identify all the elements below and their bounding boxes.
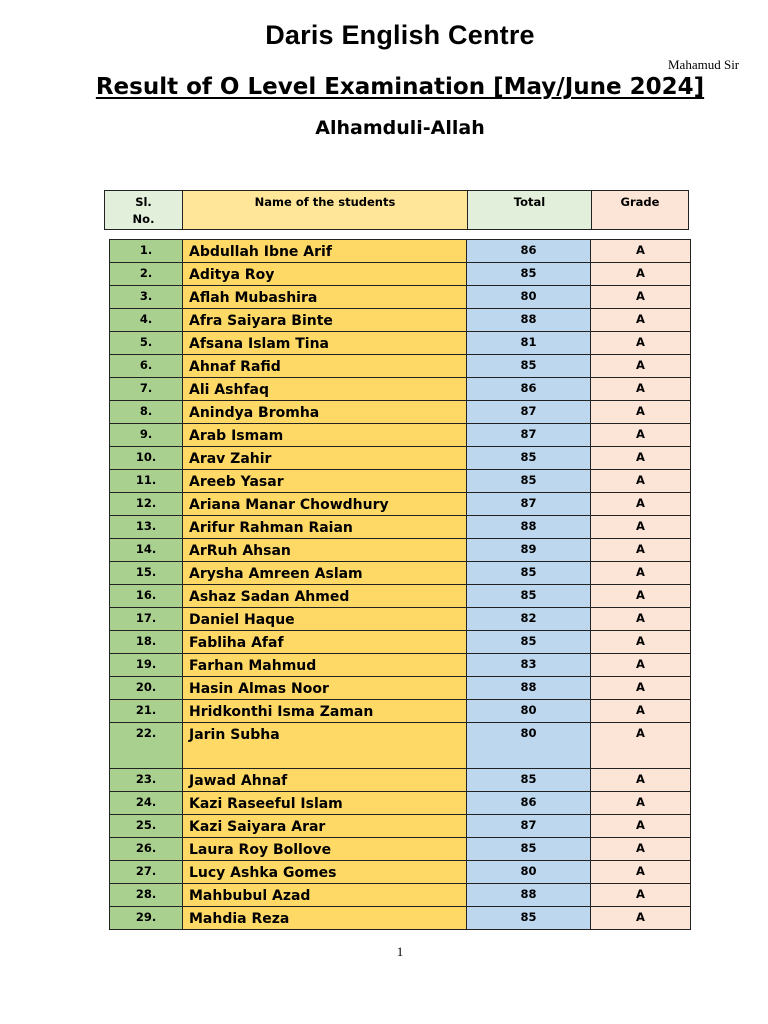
total-score-cell: 87 — [467, 815, 591, 837]
grade-cell: A — [591, 723, 690, 768]
table-row — [110, 722, 690, 768]
total-score-cell: 80 — [467, 861, 591, 883]
table-row — [110, 262, 690, 285]
total-score-cell: 85 — [467, 907, 591, 929]
student-name-cell: Arab Ismam — [183, 424, 467, 446]
total-score-cell: 88 — [467, 309, 591, 331]
centre-name: Daris English Centre — [265, 20, 535, 50]
serial-number-cell: 25. — [110, 815, 183, 837]
student-name-cell: Kazi Saiyara Arar — [183, 815, 467, 837]
grade-cell: A — [591, 562, 690, 584]
total-score-cell: 85 — [467, 470, 591, 492]
table-row — [110, 446, 690, 469]
student-name-cell: Jarin Subha — [183, 723, 467, 768]
grade-cell: A — [591, 654, 690, 676]
total-score-cell: 86 — [467, 240, 591, 262]
total-score-cell: 85 — [467, 355, 591, 377]
student-name-cell: Hridkonthi Isma Zaman — [183, 700, 467, 722]
total-score-cell: 87 — [467, 424, 591, 446]
grade-cell: A — [591, 263, 690, 285]
serial-number-cell: 3. — [110, 286, 183, 308]
student-name-cell: Mahbubul Azad — [183, 884, 467, 906]
total-score-cell: 81 — [467, 332, 591, 354]
total-score-cell: 88 — [467, 516, 591, 538]
student-name-cell: Arav Zahir — [183, 447, 467, 469]
table-row — [110, 630, 690, 653]
total-score-cell: 80 — [467, 723, 591, 768]
student-name-cell: Ahnaf Rafid — [183, 355, 467, 377]
results-table — [109, 239, 691, 930]
grade-cell: A — [591, 240, 690, 262]
serial-number-cell: 22. — [110, 723, 183, 768]
serial-number-cell: 14. — [110, 539, 183, 561]
grade-cell: A — [591, 677, 690, 699]
grade-cell: A — [591, 355, 690, 377]
total-score-cell: 87 — [467, 493, 591, 515]
grade-cell: A — [591, 424, 690, 446]
serial-number-cell: 27. — [110, 861, 183, 883]
blessing-heading: Alhamduli-Allah — [315, 117, 485, 139]
column-header-total: Total — [467, 190, 592, 230]
grade-cell: A — [591, 907, 690, 929]
grade-cell: A — [591, 792, 690, 814]
table-row — [110, 423, 690, 446]
total-score-cell: 80 — [467, 286, 591, 308]
grade-cell: A — [591, 539, 690, 561]
total-score-cell: 88 — [467, 677, 591, 699]
student-name-cell: Ali Ashfaq — [183, 378, 467, 400]
grade-cell: A — [591, 769, 690, 791]
total-score-cell: 82 — [467, 608, 591, 630]
serial-number-cell: 4. — [110, 309, 183, 331]
serial-number-cell: 29. — [110, 907, 183, 929]
grade-cell: A — [591, 309, 690, 331]
table-row — [110, 837, 690, 860]
table-row — [110, 906, 690, 929]
serial-number-cell: 12. — [110, 493, 183, 515]
serial-number-cell: 26. — [110, 838, 183, 860]
table-row — [110, 860, 690, 883]
result-title: Result of O Level Examination [May/June 2024] — [95, 74, 705, 100]
serial-number-cell: 21. — [110, 700, 183, 722]
grade-cell: A — [591, 700, 690, 722]
student-name-cell: Ariana Manar Chowdhury — [183, 493, 467, 515]
grade-cell: A — [591, 585, 690, 607]
table-row — [110, 561, 690, 584]
table-row — [110, 584, 690, 607]
total-score-cell: 85 — [467, 447, 591, 469]
student-name-cell: Farhan Mahmud — [183, 654, 467, 676]
grade-cell: A — [591, 516, 690, 538]
serial-number-cell: 2. — [110, 263, 183, 285]
total-score-cell: 85 — [467, 838, 591, 860]
table-row — [110, 515, 690, 538]
table-row — [110, 814, 690, 837]
serial-number-cell: 15. — [110, 562, 183, 584]
column-header-sl-line2: No. — [132, 212, 155, 226]
student-name-cell: Afra Saiyara Binte — [183, 309, 467, 331]
table-row — [110, 883, 690, 906]
grade-cell: A — [591, 470, 690, 492]
table-row — [110, 492, 690, 515]
table-row — [110, 699, 690, 722]
total-score-cell: 88 — [467, 884, 591, 906]
student-name-cell: ArRuh Ahsan — [183, 539, 467, 561]
table-row — [110, 239, 690, 262]
student-name-cell: Aditya Roy — [183, 263, 467, 285]
table-row — [110, 308, 690, 331]
grade-cell: A — [591, 401, 690, 423]
column-header-grade: Grade — [591, 190, 689, 230]
total-score-cell: 83 — [467, 654, 591, 676]
serial-number-cell: 17. — [110, 608, 183, 630]
serial-number-cell: 8. — [110, 401, 183, 423]
student-name-cell: Laura Roy Bollove — [183, 838, 467, 860]
serial-number-cell: 28. — [110, 884, 183, 906]
serial-number-cell: 10. — [110, 447, 183, 469]
student-name-cell: Anindya Bromha — [183, 401, 467, 423]
serial-number-cell: 5. — [110, 332, 183, 354]
table-row — [110, 791, 690, 814]
table-row — [110, 653, 690, 676]
grade-cell: A — [591, 884, 690, 906]
total-score-cell: 89 — [467, 539, 591, 561]
total-score-cell: 85 — [467, 585, 591, 607]
grade-cell: A — [591, 608, 690, 630]
grade-cell: A — [591, 447, 690, 469]
grade-cell: A — [591, 286, 690, 308]
serial-number-cell: 19. — [110, 654, 183, 676]
student-name-cell: Arifur Rahman Raian — [183, 516, 467, 538]
table-header — [104, 190, 689, 230]
student-name-cell: Areeb Yasar — [183, 470, 467, 492]
teacher-name: Mahamud Sir — [668, 57, 740, 72]
grade-cell: A — [591, 493, 690, 515]
column-header-name: Name of the students — [182, 190, 468, 230]
total-score-cell: 86 — [467, 378, 591, 400]
total-score-cell: 80 — [467, 700, 591, 722]
serial-number-cell: 23. — [110, 769, 183, 791]
student-name-cell: Fabliha Afaf — [183, 631, 467, 653]
serial-number-cell: 11. — [110, 470, 183, 492]
column-header-sl-line1: Sl. — [135, 195, 152, 209]
total-score-cell: 87 — [467, 401, 591, 423]
grade-cell: A — [591, 838, 690, 860]
table-row — [110, 768, 690, 791]
student-name-cell: Daniel Haque — [183, 608, 467, 630]
total-score-cell: 85 — [467, 769, 591, 791]
table-row — [110, 354, 690, 377]
grade-cell: A — [591, 631, 690, 653]
total-score-cell: 85 — [467, 631, 591, 653]
page-number: 1 — [396, 944, 404, 959]
total-score-cell: 85 — [467, 263, 591, 285]
student-name-cell: Abdullah Ibne Arif — [183, 240, 467, 262]
student-name-cell: Ashaz Sadan Ahmed — [183, 585, 467, 607]
grade-cell: A — [591, 861, 690, 883]
table-row — [110, 377, 690, 400]
serial-number-cell: 9. — [110, 424, 183, 446]
total-score-cell: 85 — [467, 562, 591, 584]
student-name-cell: Jawad Ahnaf — [183, 769, 467, 791]
student-name-cell: Arysha Amreen Aslam — [183, 562, 467, 584]
serial-number-cell: 7. — [110, 378, 183, 400]
serial-number-cell: 16. — [110, 585, 183, 607]
serial-number-cell: 24. — [110, 792, 183, 814]
student-name-cell: Afsana Islam Tina — [183, 332, 467, 354]
student-name-cell: Kazi Raseeful Islam — [183, 792, 467, 814]
student-name-cell: Aflah Mubashira — [183, 286, 467, 308]
serial-number-cell: 20. — [110, 677, 183, 699]
serial-number-cell: 18. — [110, 631, 183, 653]
table-row — [110, 538, 690, 561]
serial-number-cell: 13. — [110, 516, 183, 538]
grade-cell: A — [591, 332, 690, 354]
table-row — [110, 469, 690, 492]
student-name-cell: Mahdia Reza — [183, 907, 467, 929]
serial-number-cell: 6. — [110, 355, 183, 377]
serial-number-cell: 1. — [110, 240, 183, 262]
table-row — [110, 285, 690, 308]
student-name-cell: Hasin Almas Noor — [183, 677, 467, 699]
table-row — [110, 331, 690, 354]
grade-cell: A — [591, 378, 690, 400]
table-row — [110, 607, 690, 630]
table-row — [110, 676, 690, 699]
column-header-sl — [104, 190, 183, 230]
grade-cell: A — [591, 815, 690, 837]
total-score-cell: 86 — [467, 792, 591, 814]
student-name-cell: Lucy Ashka Gomes — [183, 861, 467, 883]
table-row — [110, 400, 690, 423]
